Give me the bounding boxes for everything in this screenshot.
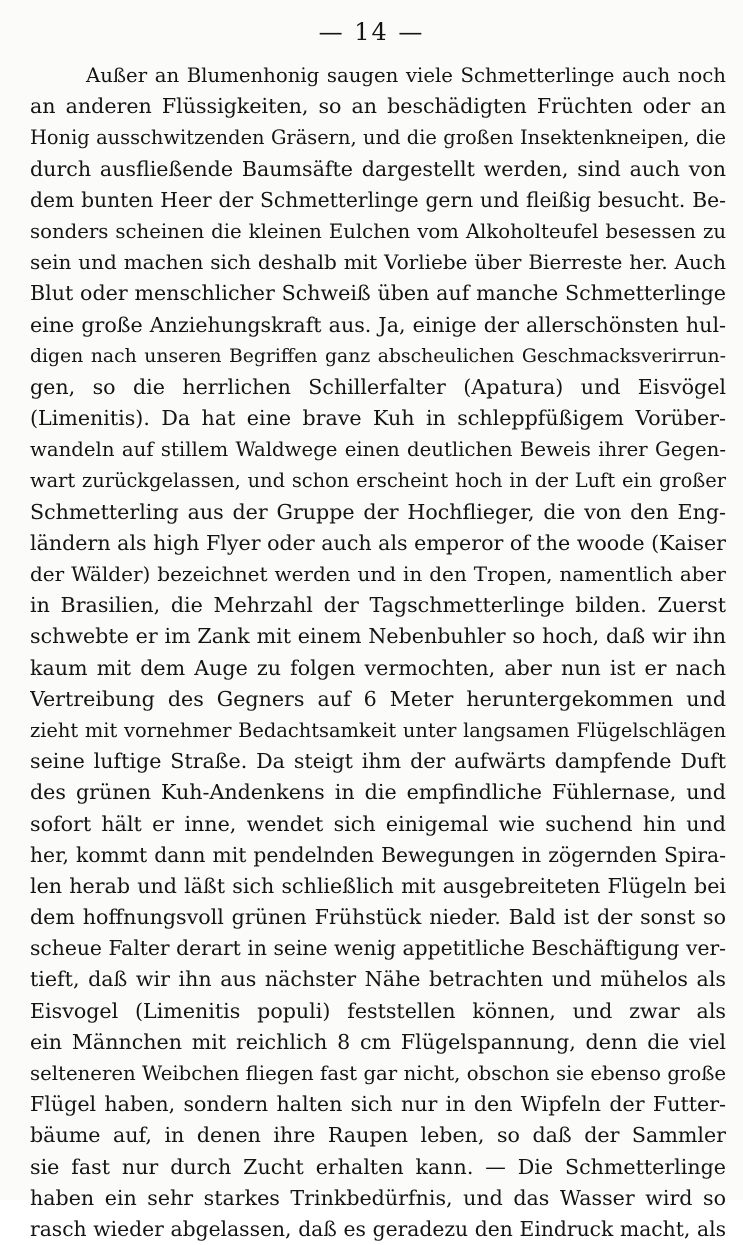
text-line: dem bunten Heer der Schmetterlinge gern und fleißig besucht. Be- bbox=[30, 187, 726, 212]
text-line: kaum mit dem Auge zu folgen vermochten, aber nun ist er nach bbox=[30, 655, 726, 680]
text-line: sonders scheinen die kleinen Eulchen vom Alkoholteufel besessen zu bbox=[30, 219, 726, 243]
text-line: Blut oder menschlicher Schweiß üben auf manche Schmetterlinge bbox=[30, 281, 726, 306]
text-line: sie fast nur durch Zucht erhalten kann. — Die Schmetterlinge bbox=[30, 1154, 726, 1179]
text-line: eine große Anziehungskraft aus. Ja, einige der allerschönsten hul- bbox=[30, 312, 726, 337]
text-line: durch ausfließende Baumsäfte dargestellt werden, sind auch von bbox=[30, 156, 726, 181]
text-line: Vertreibung des Gegners auf 6 Meter heruntergekommen und bbox=[30, 686, 726, 711]
text-line: selteneren Weibchen fliegen fast gar nicht, obschon sie ebenso große bbox=[30, 1062, 726, 1085]
text-line: her, kommt dann mit pendelnden Bewegungen in zögernden Spira- bbox=[30, 842, 726, 867]
text-line: rasch wieder abgelassen, daß es geradezu den Eindruck macht, als bbox=[30, 1216, 726, 1241]
text-line: Flügel haben, sondern halten sich nur in den Wipfeln der Futter- bbox=[30, 1092, 726, 1117]
text-line: Schmetterling aus der Gruppe der Hochflieger, die von den Eng- bbox=[30, 499, 726, 524]
text-line: in Brasilien, die Mehrzahl der Tagschmetterlinge bilden. Zuerst bbox=[30, 593, 726, 618]
text-line: len herab und läßt sich schließlich mit ausgebreiteten Flügeln bei bbox=[30, 873, 726, 898]
text-line: schwebte er im Zank mit einem Nebenbuhler so hoch, daß wir ihn bbox=[30, 624, 726, 649]
text-line: bäume auf, in denen ihre Raupen leben, so daß der Sammler bbox=[30, 1123, 726, 1148]
text-line: Honig ausschwitzenden Gräsern, und die großen Insektenkneipen, die bbox=[30, 126, 726, 150]
text-line: seine luftige Straße. Da steigt ihm der aufwärts dampfende Duft bbox=[30, 749, 726, 774]
text-line: gen, so die herrlichen Schillerfalter (Apatura) und Eisvögel bbox=[30, 374, 726, 399]
text-line: wart zurückgelassen, und schon erscheint hoch in der Luft ein großer bbox=[30, 469, 726, 493]
text-line: ein Männchen mit reichlich 8 cm Flügelspannung, denn die viel bbox=[30, 1029, 726, 1054]
text-line: digen nach unseren Begriffen ganz abscheulichen Geschmacksverirrun- bbox=[30, 345, 726, 367]
text-line: des grünen Kuh-Andenkens in die empfindliche Fühlernase, und bbox=[30, 780, 726, 805]
text-line: sofort hält er inne, wendet sich einigemal wie suchend hin und bbox=[30, 811, 726, 836]
text-line: zieht mit vornehmer Bedachtsamkeit unter langsamen Flügelschlägen bbox=[30, 718, 726, 742]
text-line: an anderen Flüssigkeiten, so an beschädigten Früchten oder an bbox=[30, 94, 726, 119]
body-text bbox=[30, 60, 726, 1245]
text-line: Eisvogel (Limenitis populi) feststellen können, und zwar als bbox=[30, 998, 726, 1023]
text-line: wandeln auf stillem Waldwege einen deutlichen Beweis ihrer Gegen- bbox=[30, 438, 726, 462]
text-line: dem hoffnungsvoll grünen Frühstück nieder. Bald ist der sonst so bbox=[30, 905, 726, 930]
text-line: (Limenitis). Da hat eine brave Kuh in schleppfüßigem Vorüber- bbox=[30, 406, 726, 431]
text-line: der Wälder) bezeichnet werden und in den Tropen, namentlich aber bbox=[30, 562, 726, 586]
text-line: ländern als high Flyer oder auch als emperor of the woode (Kaiser bbox=[30, 530, 726, 555]
text-line: Außer an Blumenhonig saugen viele Schmetterlinge auch noch bbox=[86, 64, 726, 87]
page-number: — 14 — bbox=[318, 18, 425, 46]
text-line: tieft, daß wir ihn aus nächster Nähe betrachten und mühelos als bbox=[30, 967, 726, 992]
text-line: sein und machen sich deshalb mit Vorliebe über Bierreste her. Auch bbox=[30, 250, 726, 275]
text-line: haben ein sehr starkes Trinkbedürfnis, und das Wasser wird so bbox=[30, 1185, 726, 1210]
text-line: scheue Falter derart in seine wenig appetitliche Beschäftigung ver- bbox=[30, 936, 726, 961]
